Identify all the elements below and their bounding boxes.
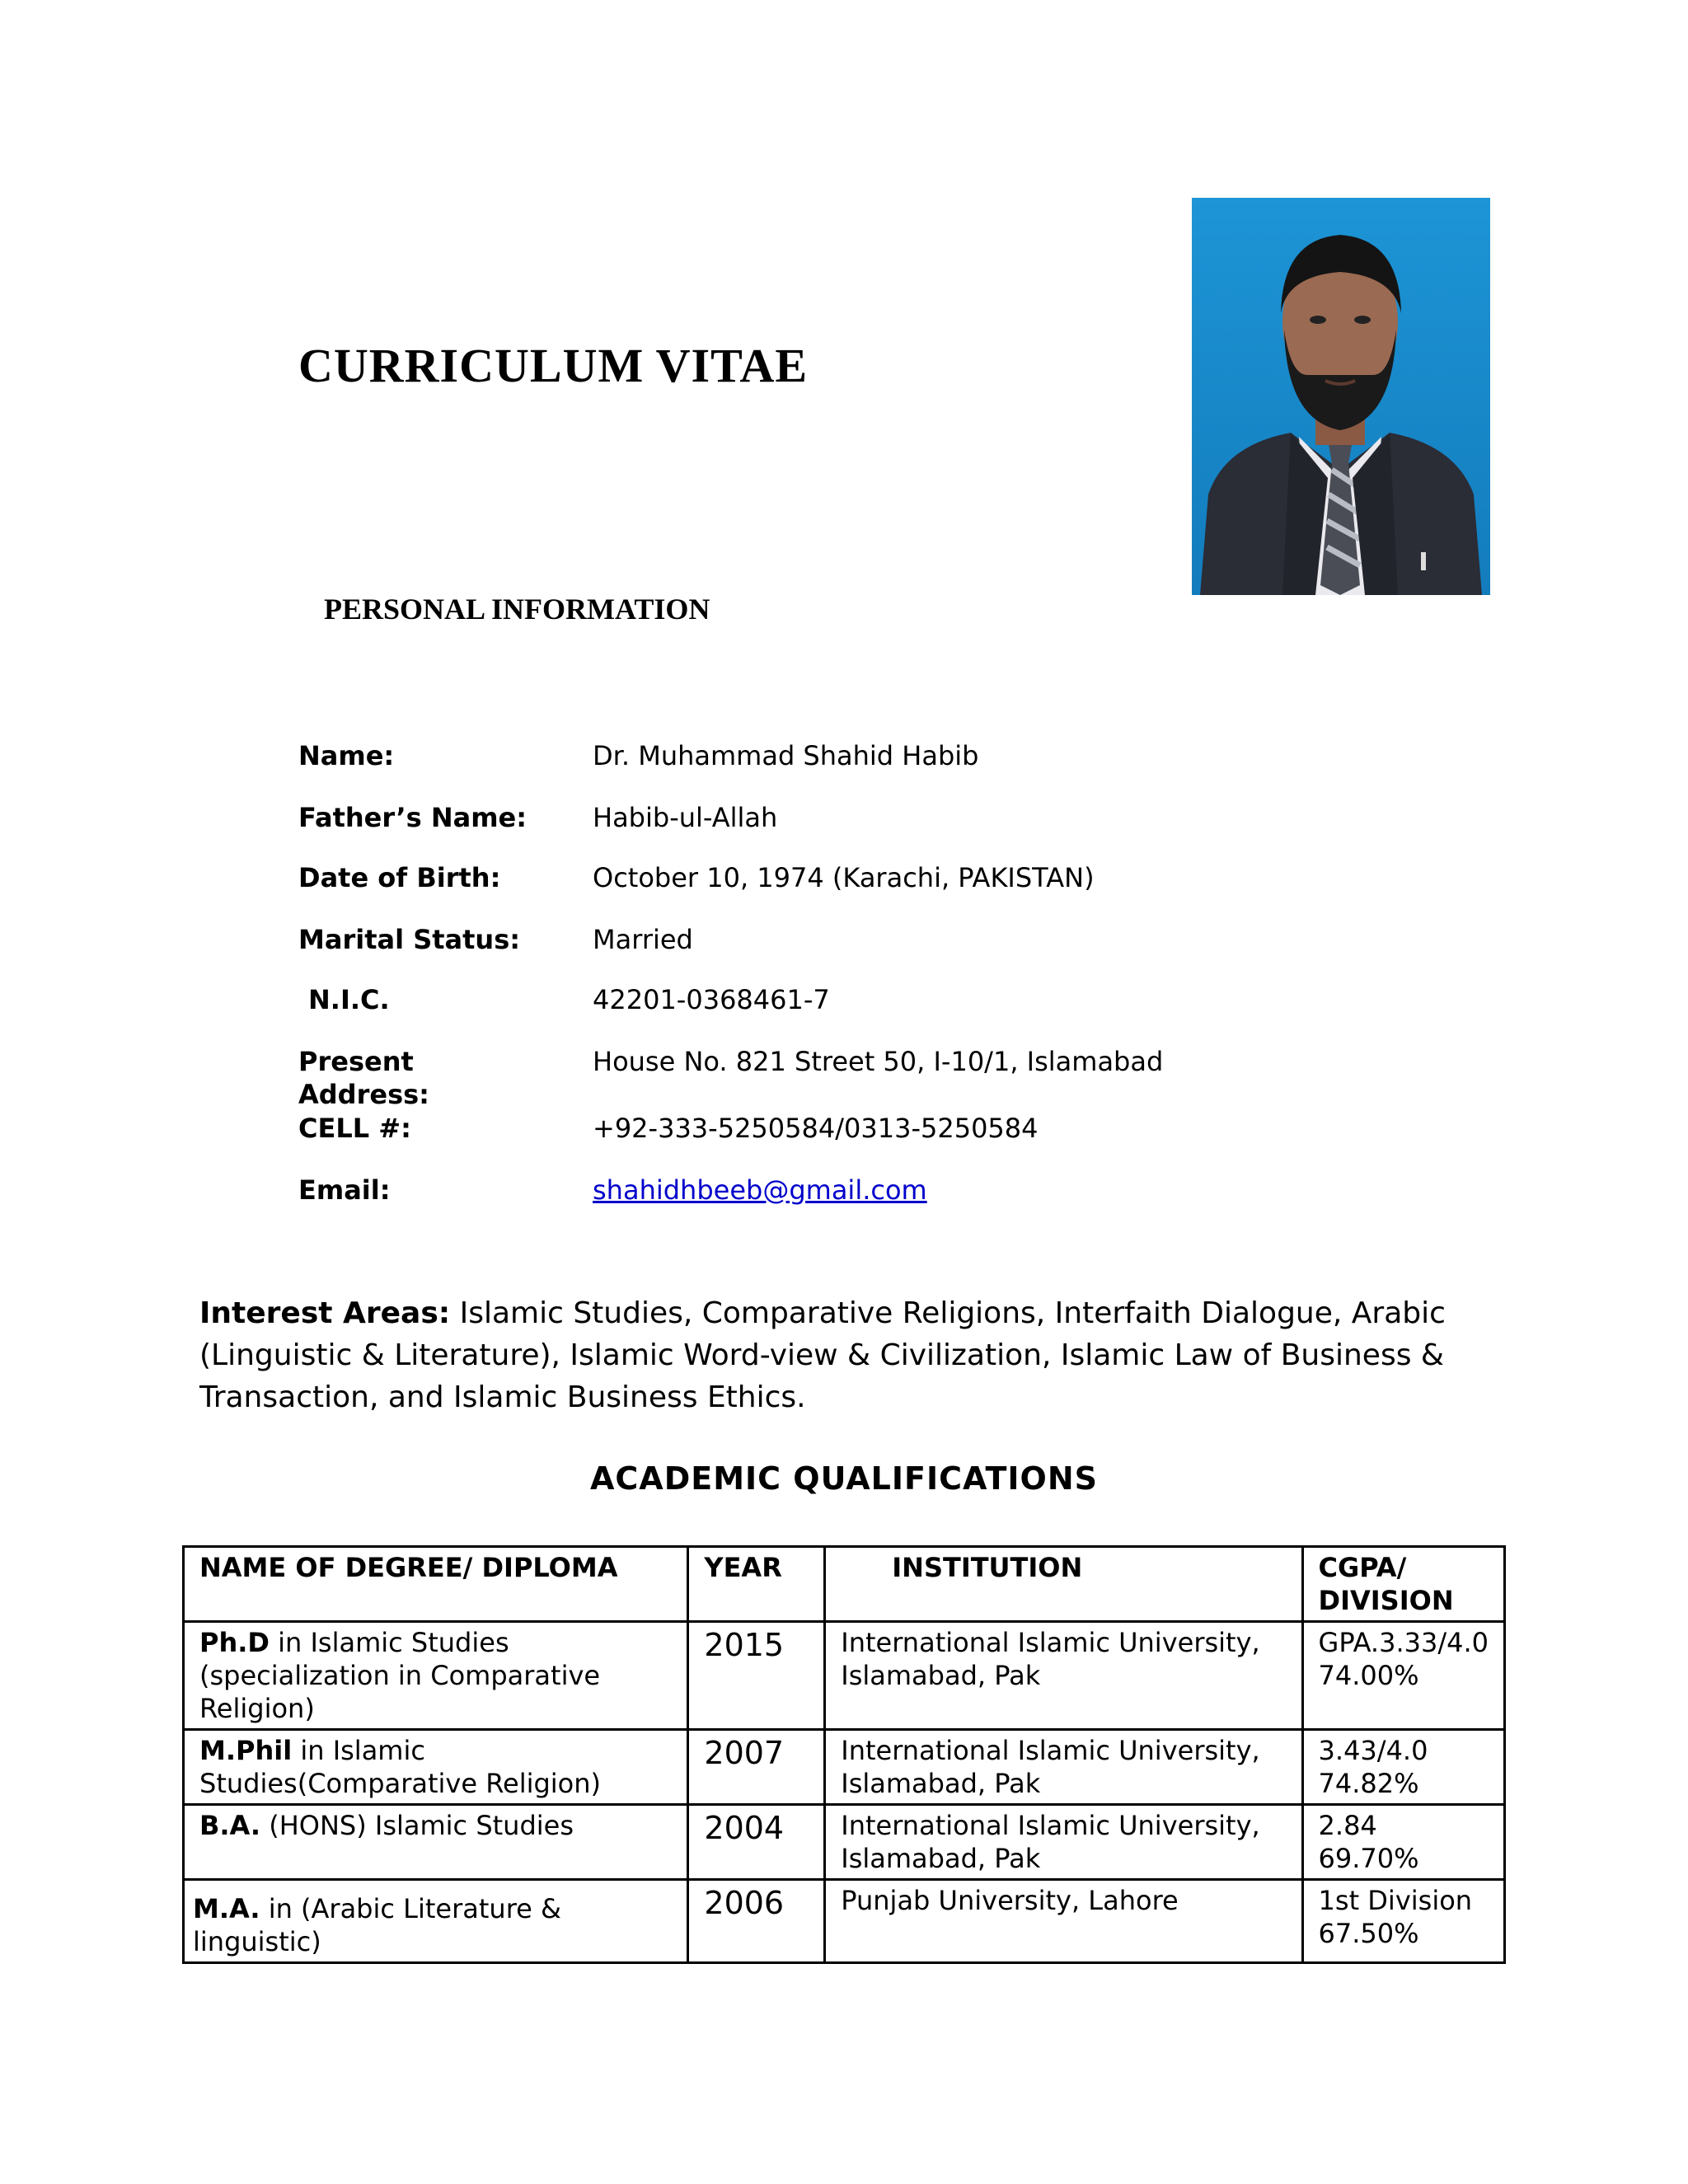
grade-primary: 3.43/4.0 bbox=[1318, 1735, 1428, 1766]
grade-cell bbox=[1302, 1805, 1504, 1880]
institution-cell: Punjab University, Lahore bbox=[825, 1880, 1302, 1963]
nic-value: 42201-0368461-7 bbox=[593, 984, 830, 1015]
grade-percent: 67.50% bbox=[1318, 1918, 1419, 1949]
grade-primary: 1st Division bbox=[1318, 1885, 1473, 1916]
year-cell: 2007 bbox=[688, 1730, 825, 1805]
page-title: CURRICULUM VITAE bbox=[298, 339, 809, 392]
table-row bbox=[184, 1880, 1505, 1963]
present-address-label-line2: Address: bbox=[298, 1079, 429, 1110]
grade-cell bbox=[1302, 1622, 1504, 1730]
column-header-year: YEAR bbox=[688, 1547, 825, 1622]
institution-cell: International Islamic University, Islamabad, Pak bbox=[825, 1730, 1302, 1805]
column-header-cgpa-division: CGPA/ DIVISION bbox=[1302, 1547, 1504, 1622]
interest-areas bbox=[199, 1292, 1502, 1418]
profile-photo bbox=[1192, 198, 1490, 595]
degree-detail: in Islamic Studies (specialization in Comparative Religion) bbox=[199, 1627, 601, 1724]
cell-label: CELL #: bbox=[298, 1113, 411, 1144]
year-cell: 2004 bbox=[688, 1805, 825, 1880]
father-name-value: Habib-ul-Allah bbox=[593, 802, 778, 833]
interest-areas-text: Islamic Studies, Comparative Religions, Interfaith Dialogue, Arabic (Linguistic & Literature), Islamic Word-view & Civilization, Islamic Law of Business & Transaction, and Islamic Business Ethics. bbox=[199, 1296, 1446, 1414]
degree-name: B.A. bbox=[199, 1810, 261, 1841]
marital-status-label: Marital Status: bbox=[298, 924, 521, 955]
table-row bbox=[184, 1622, 1505, 1730]
academic-qualifications-table bbox=[182, 1545, 1506, 1964]
table-row bbox=[184, 1805, 1505, 1880]
grade-primary: 2.84 bbox=[1318, 1810, 1377, 1841]
column-header-degree: NAME OF DEGREE/ DIPLOMA bbox=[184, 1547, 688, 1622]
grade-cell bbox=[1302, 1880, 1504, 1963]
grade-primary: GPA.3.33/4.0 bbox=[1318, 1627, 1489, 1658]
degree-detail: in (Arabic Literature & linguistic) bbox=[193, 1893, 561, 1957]
email-value bbox=[593, 1174, 927, 1206]
present-address-value: House No. 821 Street 50, I-10/1, Islamabad bbox=[593, 1046, 1164, 1077]
interest-areas-label: Interest Areas: bbox=[199, 1296, 451, 1330]
nic-label: N.I.C. bbox=[308, 984, 390, 1015]
name-value: Dr. Muhammad Shahid Habib bbox=[593, 740, 979, 771]
institution-cell: International Islamic University, Islamabad, Pak bbox=[825, 1805, 1302, 1880]
section-title-personal-information: PERSONAL INFORMATION bbox=[324, 593, 710, 626]
degree-cell bbox=[184, 1805, 688, 1880]
year-cell: 2006 bbox=[688, 1880, 825, 1963]
grade-percent: 74.82% bbox=[1318, 1768, 1419, 1799]
date-of-birth-label: Date of Birth: bbox=[298, 862, 501, 893]
year-cell: 2015 bbox=[688, 1622, 825, 1730]
degree-cell bbox=[184, 1730, 688, 1805]
degree-name: Ph.D bbox=[199, 1627, 270, 1658]
date-of-birth-value: October 10, 1974 (Karachi, PAKISTAN) bbox=[593, 862, 1095, 893]
degree-name: M.Phil bbox=[199, 1735, 293, 1766]
degree-detail: in Islamic Studies(Comparative Religion) bbox=[199, 1735, 602, 1799]
column-header-institution: INSTITUTION bbox=[825, 1547, 1302, 1622]
grade-percent: 69.70% bbox=[1318, 1843, 1419, 1874]
degree-cell bbox=[184, 1622, 688, 1730]
email-label: Email: bbox=[298, 1174, 391, 1206]
table-header-row bbox=[184, 1547, 1505, 1622]
table-row bbox=[184, 1730, 1505, 1805]
degree-detail: (HONS) Islamic Studies bbox=[260, 1810, 574, 1841]
degree-cell bbox=[184, 1880, 688, 1963]
father-name-label: Father’s Name: bbox=[298, 802, 528, 833]
degree-name: M.A. bbox=[193, 1893, 260, 1924]
name-label: Name: bbox=[298, 740, 395, 771]
present-address-label: Present bbox=[298, 1046, 414, 1077]
marital-status-value: Married bbox=[593, 924, 693, 955]
cell-value: +92-333-5250584/0313-5250584 bbox=[593, 1113, 1039, 1144]
grade-cell bbox=[1302, 1730, 1504, 1805]
email-link[interactable]: shahidhbeeb@gmail.com bbox=[593, 1174, 927, 1206]
grade-percent: 74.00% bbox=[1318, 1660, 1419, 1691]
section-title-academic-qualifications: ACADEMIC QUALIFICATIONS bbox=[589, 1460, 1098, 1497]
institution-cell: International Islamic University, Islamabad, Pak bbox=[825, 1622, 1302, 1730]
